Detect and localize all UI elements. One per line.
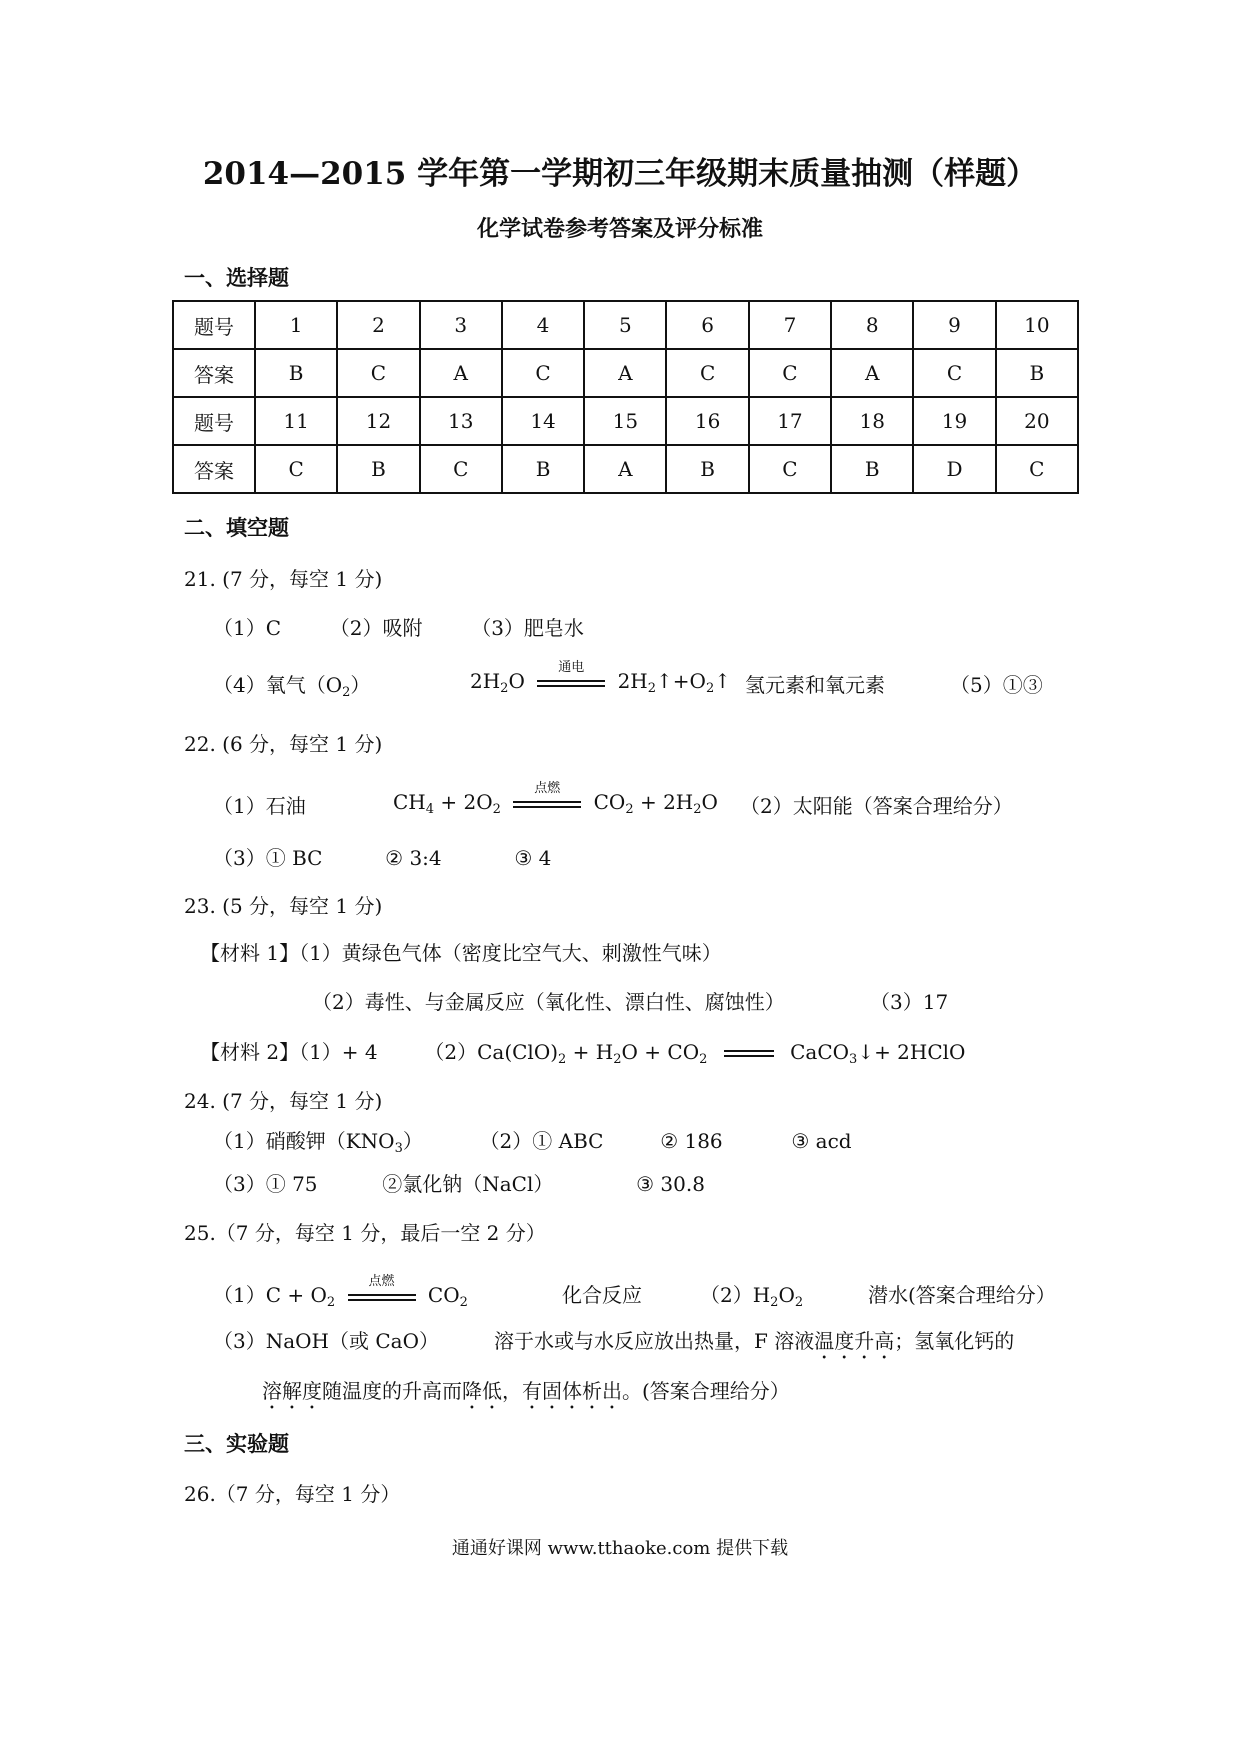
- table-row-header: 答案: [173, 445, 255, 493]
- q22-equation: $CH_4 + 2O_2$ 点燃 $CO_2 + 2H_2O$: [393, 780, 718, 817]
- q23-material1-line1: 【材料 1】（1）黄绿色气体（密度比空气大、刺激性气味）: [200, 941, 722, 965]
- q22-answer-3-3: ③ 4: [514, 846, 552, 870]
- q25-explanation-line1: 溶于水或与水反应放出热量，F 溶液温度升高；氢氧化钙的: [494, 1329, 1015, 1353]
- table-cell: 18: [831, 397, 913, 445]
- table-row-header: 题号: [173, 301, 255, 349]
- table-cell: 12: [337, 397, 419, 445]
- q21-heading: 21. (7 分，每空 1 分): [184, 567, 383, 591]
- table-cell: 15: [584, 397, 666, 445]
- table-cell: B: [666, 445, 748, 493]
- table-cell: 13: [420, 397, 502, 445]
- table-cell: C: [913, 349, 995, 397]
- section-choice-heading: 一、选择题: [184, 265, 289, 290]
- table-cell: A: [584, 349, 666, 397]
- q21-answer-5: （5）①③: [950, 673, 1043, 697]
- table-cell: C: [996, 445, 1078, 493]
- table-cell: 1: [255, 301, 337, 349]
- section-experiment-heading: 三、实验题: [184, 1431, 289, 1456]
- q21-equation: $2H_2O$ 通电 $2H_2↑+O_2↑$: [470, 659, 731, 696]
- q24-answer-2-1: （2）① ABC: [479, 1129, 604, 1153]
- table-cell: A: [584, 445, 666, 493]
- answer-table: [172, 300, 1079, 494]
- q25-reaction-type: 化合反应: [562, 1283, 642, 1307]
- table-cell: 10: [996, 301, 1078, 349]
- table-cell: 14: [502, 397, 584, 445]
- q25-equation: $(1)C + O_2$ 点燃 $CO_2$: [213, 1273, 468, 1310]
- table-cell: 7: [749, 301, 831, 349]
- reaction-condition: 通电: [537, 672, 605, 694]
- table-cell: 19: [913, 397, 995, 445]
- table-cell: 3: [420, 301, 502, 349]
- q22-answer-1: （1）石油: [213, 794, 306, 818]
- table-row: [173, 301, 1078, 349]
- q21-answer-2: （2）吸附: [329, 616, 423, 640]
- table-cell: C: [502, 349, 584, 397]
- q25-explanation-line2: 溶解度随温度的升高而降低，有固体析出。(答案合理给分）: [262, 1379, 790, 1403]
- q22-line2: [213, 842, 551, 871]
- q22-heading: 22. (6 分，每空 1 分): [184, 732, 383, 756]
- q21-answer-4: （4）氧气$(O_2)$: [213, 673, 371, 700]
- q25-heading: 25.（7 分，每空 1 分，最后一空 2 分）: [184, 1221, 546, 1245]
- q21-answer-1: （1）C: [213, 616, 282, 640]
- table-row: [173, 349, 1078, 397]
- q24-answer-2-3: ③ acd: [791, 1129, 852, 1153]
- table-cell: D: [913, 445, 995, 493]
- table-cell: 5: [584, 301, 666, 349]
- table-cell: C: [749, 349, 831, 397]
- table-row: [173, 397, 1078, 445]
- section-fill-heading: 二、填空题: [184, 515, 289, 540]
- table-cell: B: [502, 445, 584, 493]
- q24-answer-3-3: ③ 30.8: [636, 1172, 705, 1196]
- table-cell: 20: [996, 397, 1078, 445]
- q24-heading: 24. (7 分，每空 1 分): [184, 1089, 383, 1113]
- table-cell: 16: [666, 397, 748, 445]
- table-cell: A: [831, 349, 913, 397]
- table-cell: 11: [255, 397, 337, 445]
- table-cell: C: [749, 445, 831, 493]
- table-row-header: 答案: [173, 349, 255, 397]
- table-row: [173, 445, 1078, 493]
- footer-source: 通通好课网 www.tthaoke.com 提供下载: [451, 1538, 789, 1559]
- q26-heading: 26.（7 分，每空 1 分）: [184, 1482, 401, 1506]
- table-cell: C: [255, 445, 337, 493]
- q23-material2: 【材料 2】（1）+ 4 $(2)Ca(ClO)_2 + H_2O + CO_2$ CaCO$_3$↓+ 2HClO: [200, 1040, 966, 1067]
- q25-answer-use: 潜水(答案合理给分）: [868, 1283, 1056, 1307]
- table-cell: 4: [502, 301, 584, 349]
- q22-answer-2: （2）太阳能（答案合理给分）: [740, 794, 1013, 818]
- table-cell: A: [420, 349, 502, 397]
- q21-line2: [213, 669, 370, 700]
- q24-answer-3-2: ②氯化钠（NaCl）: [382, 1172, 554, 1196]
- page-subtitle: 化学试卷参考答案及评分标准: [476, 216, 763, 242]
- q21-answer-3: （3）肥皂水: [471, 616, 584, 640]
- q24-line2: [213, 1168, 705, 1197]
- q24-answer-2-2: ② 186: [660, 1129, 723, 1153]
- table-cell: 8: [831, 301, 913, 349]
- table-cell: 9: [913, 301, 995, 349]
- table-cell: 6: [666, 301, 748, 349]
- page-title: 2014—2015 学年第一学期初三年级期末质量抽测（样题）: [202, 156, 1038, 192]
- q24-answer-1: （1）硝酸钾$(KNO_3)$: [213, 1129, 423, 1156]
- q23-heading: 23. (5 分，每空 1 分): [184, 894, 383, 918]
- q24-answer-3-1: （3）① 75: [213, 1172, 318, 1196]
- table-cell: B: [255, 349, 337, 397]
- q22-answer-3-2: ② 3:4: [385, 846, 442, 870]
- table-row-header: 题号: [173, 397, 255, 445]
- q25-answer-3: （3）NaOH（或 CaO）: [213, 1329, 439, 1353]
- q23-equation: $(2)Ca(ClO)_2 + H_2O + CO_2$ CaCO$_3$↓+ 2HClO: [424, 1040, 966, 1067]
- table-cell: C: [420, 445, 502, 493]
- table-cell: B: [831, 445, 913, 493]
- reaction-condition: 点燃: [513, 793, 581, 815]
- table-cell: B: [337, 445, 419, 493]
- reaction-condition: 点燃: [348, 1286, 416, 1308]
- q21-line1: [213, 612, 584, 641]
- q25-answer-2: $(2)H_2O_2$: [700, 1283, 804, 1310]
- q21-answer-elements: 氢元素和氧元素: [745, 673, 885, 697]
- table-cell: C: [666, 349, 748, 397]
- table-cell: 2: [337, 301, 419, 349]
- table-cell: C: [337, 349, 419, 397]
- table-cell: B: [996, 349, 1078, 397]
- table-cell: 17: [749, 397, 831, 445]
- q23-answer-3: （3）17: [870, 990, 949, 1014]
- q23-material1-line2: （2）毒性、与金属反应（氧化性、漂白性、腐蚀性）: [312, 990, 785, 1014]
- q22-answer-3-1: （3）① BC: [213, 846, 323, 870]
- q24-line1: [213, 1125, 852, 1156]
